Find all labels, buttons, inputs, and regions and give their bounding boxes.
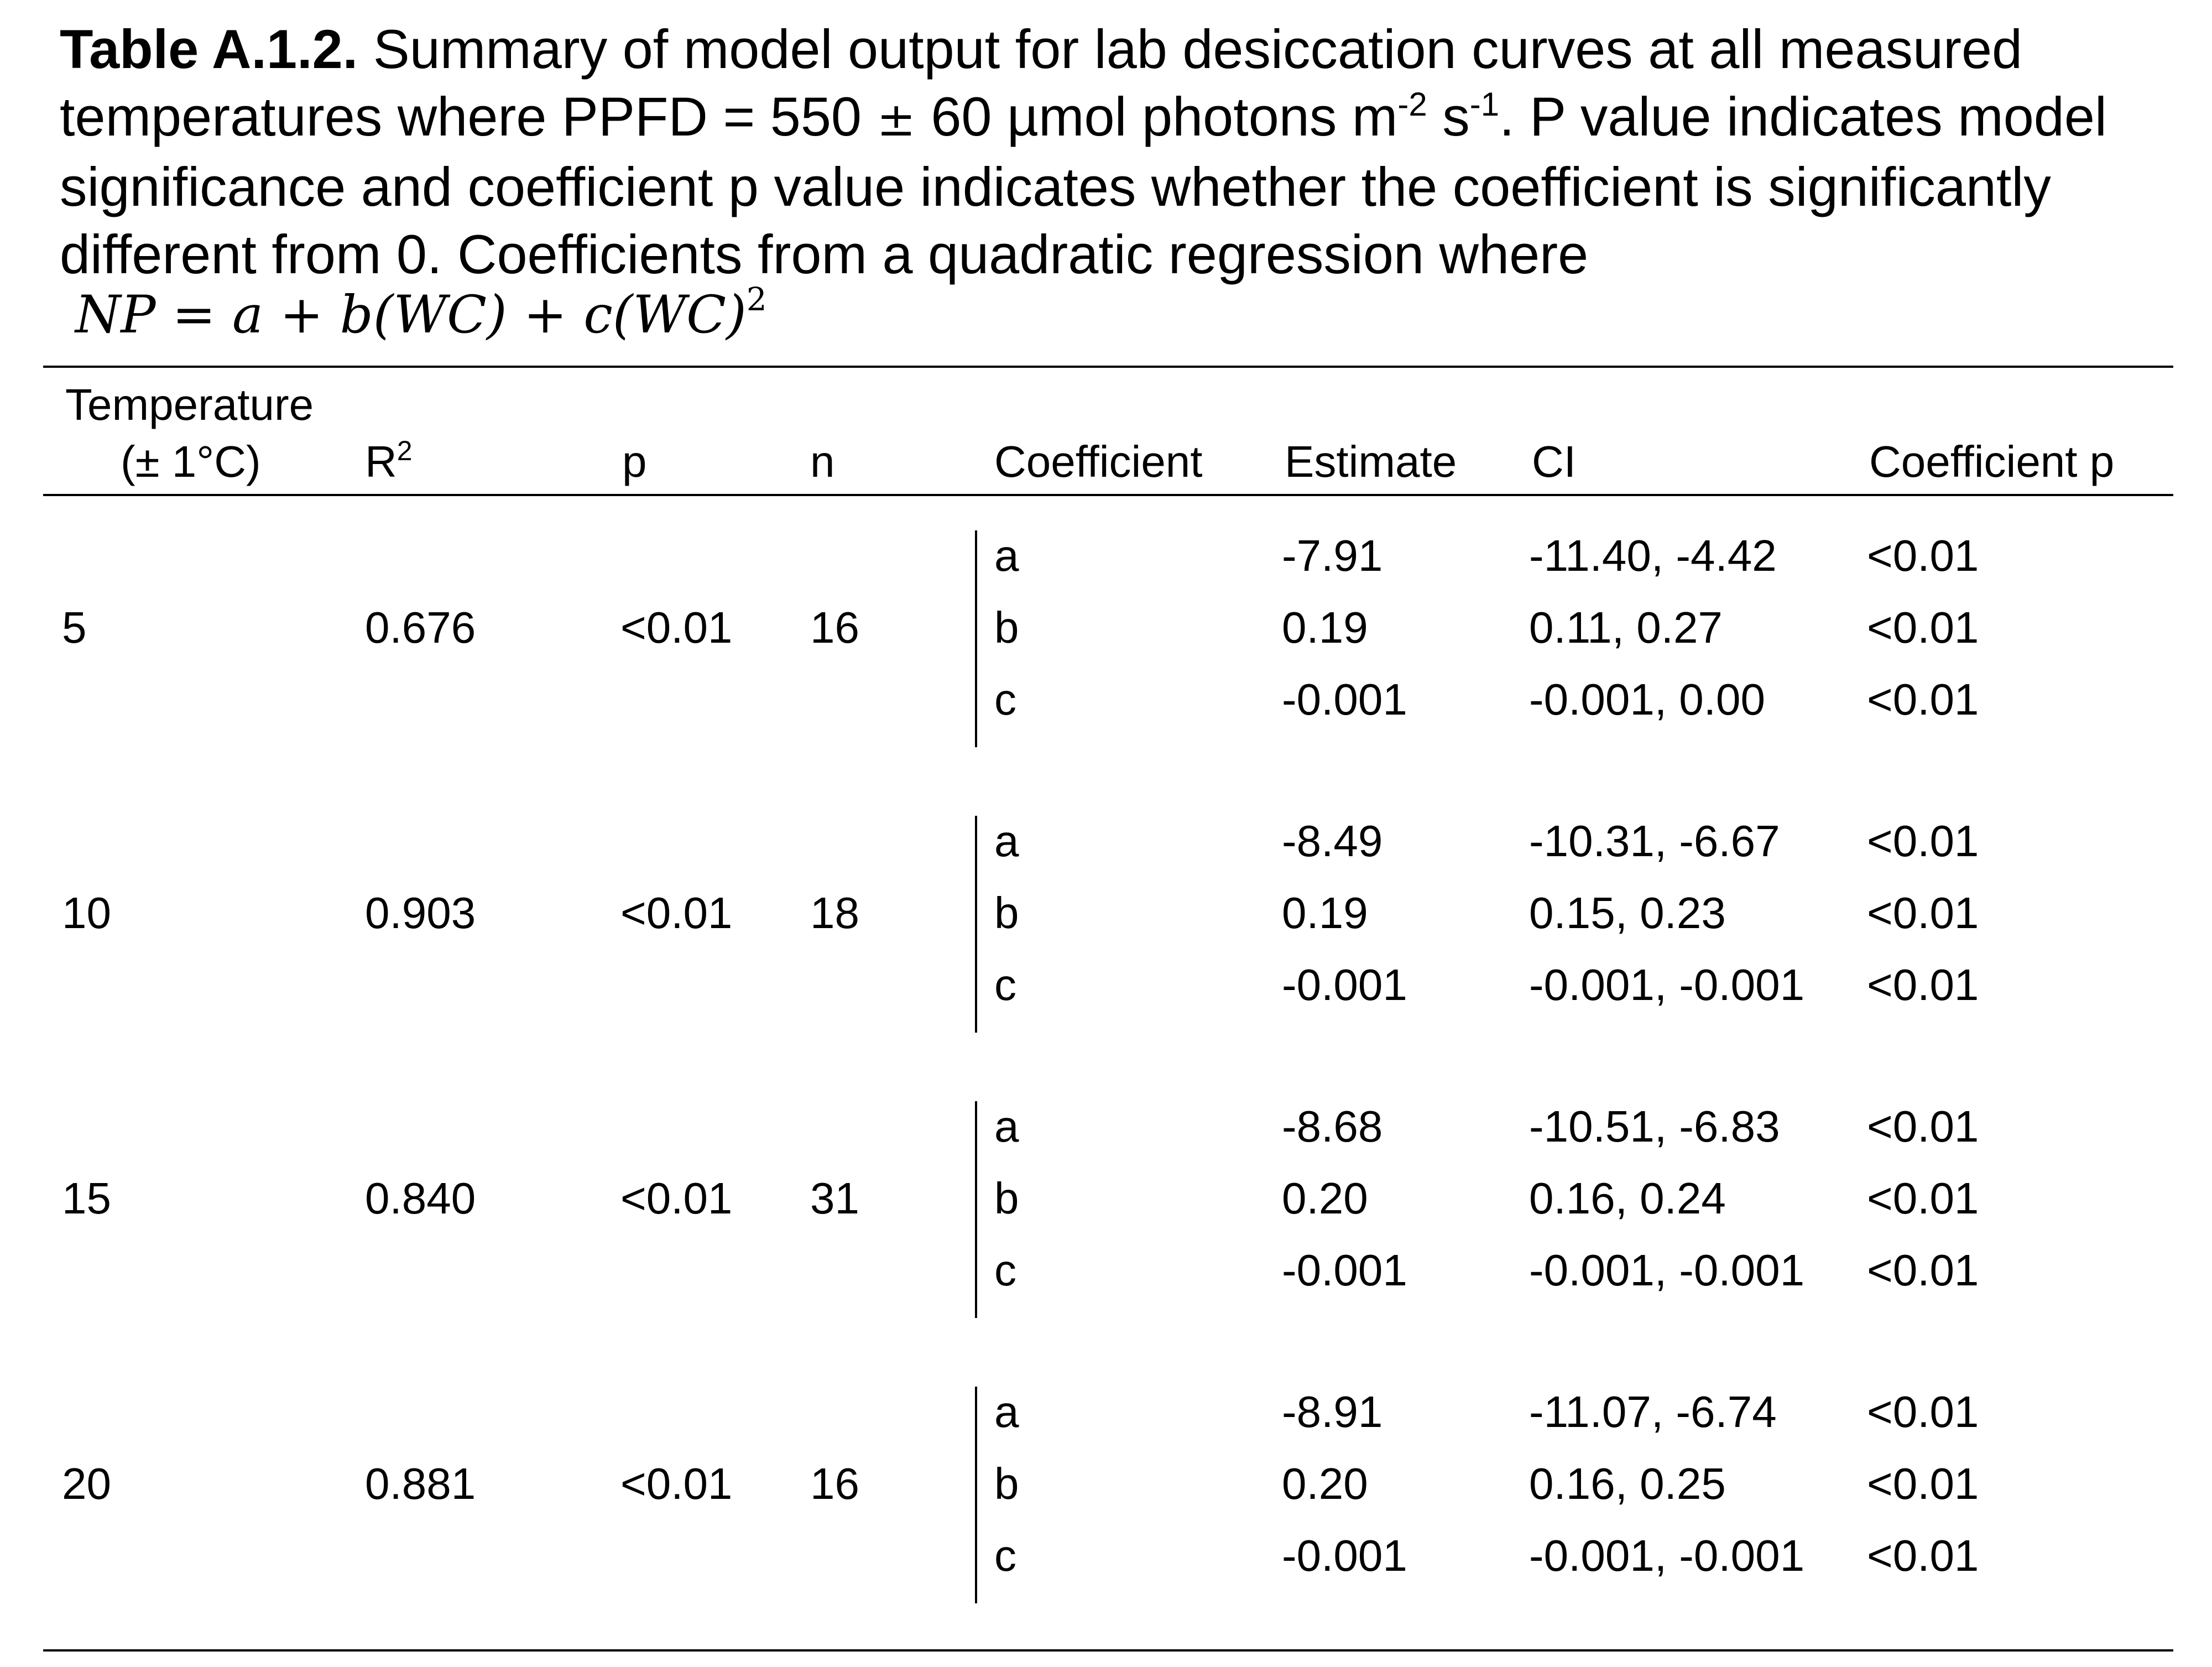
- equation-part: c: [583, 285, 613, 345]
- cell-estimate: -0.001: [1282, 675, 1407, 724]
- cell-coefficient-p: <0.01: [1867, 1531, 1979, 1580]
- caption-text: Summary of model output for lab desiccation curves at all measured temperatures where PPFD = 550: [60, 18, 2023, 147]
- cell-ci: 0.16, 0.25: [1529, 1459, 1726, 1508]
- cell-ci: -0.001, -0.001: [1529, 1531, 1805, 1580]
- cell-coefficient: b: [994, 603, 1019, 652]
- cell-estimate: 0.20: [1282, 1459, 1368, 1508]
- header-ci: CI: [1532, 437, 1576, 486]
- cell-estimate: -7.91: [1282, 531, 1383, 580]
- header-temperature: Temperature: [65, 380, 314, 429]
- table-caption: [60, 15, 2161, 288]
- cell-temperature: 20: [62, 1459, 111, 1508]
- cell-estimate: -0.001: [1282, 1531, 1407, 1580]
- cell-coefficient: b: [994, 1459, 1019, 1508]
- cell-coefficient-p: <0.01: [1867, 1102, 1979, 1151]
- cell-coefficient: b: [994, 1174, 1019, 1223]
- equation-part: NP: [75, 285, 156, 345]
- cell-estimate: -0.001: [1282, 1246, 1407, 1295]
- cell-coefficient-p: <0.01: [1867, 960, 1979, 1009]
- equation-part: (WC): [612, 285, 747, 345]
- equation-part: b: [340, 285, 373, 345]
- cell-coefficient: a: [994, 1102, 1019, 1151]
- cell-r2: 0.903: [365, 888, 476, 937]
- caption-text: s: [1427, 86, 1470, 147]
- cell-coefficient-p: <0.01: [1867, 603, 1979, 652]
- coefficient-divider: [975, 1101, 977, 1318]
- cell-temperature: 10: [62, 888, 111, 937]
- cell-ci: -10.51, -6.83: [1529, 1102, 1780, 1151]
- cell-r2: 0.881: [365, 1459, 476, 1508]
- plus-minus-symbol: ±: [877, 92, 916, 147]
- cell-coefficient-p: <0.01: [1867, 1174, 1979, 1223]
- cell-coefficient-p: <0.01: [1867, 816, 1979, 866]
- cell-r2: 0.676: [365, 603, 476, 652]
- cell-n: 31: [810, 1174, 859, 1223]
- cell-estimate: -8.68: [1282, 1102, 1383, 1151]
- cell-coefficient-p: <0.01: [1867, 1387, 1979, 1436]
- table-label: Table A.1.2.: [60, 18, 358, 80]
- coefficient-divider: [975, 1387, 977, 1603]
- cell-ci: -11.07, -6.74: [1529, 1387, 1777, 1436]
- cell-p: <0.01: [620, 1174, 733, 1223]
- cell-coefficient: c: [994, 1531, 1016, 1580]
- cell-n: 16: [810, 1459, 859, 1508]
- header-r2-base: R: [365, 437, 397, 486]
- cell-estimate: 0.19: [1282, 603, 1368, 652]
- equation-part: a: [232, 285, 264, 345]
- header-estimate: Estimate: [1285, 437, 1457, 486]
- cell-coefficient: c: [994, 675, 1016, 724]
- regression-equation: [75, 280, 767, 345]
- table-bottom-rule: [43, 1649, 2173, 1652]
- cell-estimate: -8.49: [1282, 816, 1383, 866]
- cell-p: <0.01: [620, 1459, 733, 1508]
- coefficient-divider: [975, 530, 977, 747]
- header-r2-sup: 2: [397, 435, 413, 466]
- header-temperature-unit: (± 1°C): [121, 437, 261, 486]
- cell-n: 18: [810, 888, 859, 937]
- header-coefficient-p: Coefficient p: [1869, 437, 2115, 486]
- equation-part: +: [507, 285, 584, 345]
- cell-coefficient-p: <0.01: [1867, 1459, 1979, 1508]
- header-coefficient: Coefficient: [994, 437, 1203, 486]
- cell-coefficient: a: [994, 531, 1019, 580]
- cell-n: 16: [810, 603, 859, 652]
- table-top-rule: [43, 366, 2173, 368]
- superscript: -2: [1397, 86, 1427, 123]
- cell-coefficient: c: [994, 1246, 1016, 1295]
- cell-temperature: 5: [62, 603, 87, 652]
- cell-coefficient: a: [994, 1387, 1019, 1436]
- equation-part: =: [155, 285, 233, 345]
- cell-coefficient: b: [994, 888, 1019, 937]
- cell-ci: 0.16, 0.24: [1529, 1174, 1726, 1223]
- header-r2: [365, 435, 413, 486]
- cell-estimate: 0.20: [1282, 1174, 1368, 1223]
- cell-estimate: 0.19: [1282, 888, 1368, 937]
- cell-coefficient: c: [994, 960, 1016, 1009]
- superscript: -1: [1469, 86, 1500, 123]
- cell-coefficient: a: [994, 816, 1019, 866]
- caption-text: . P value indicates model significance and coefficient p value indicates whether the coefficient is significantly different from 0. Coefficients from a quadratic regression where: [60, 86, 2107, 285]
- header-p: p: [622, 437, 647, 486]
- equation-part: (WC): [373, 285, 507, 345]
- cell-ci: -0.001, -0.001: [1529, 960, 1805, 1009]
- cell-ci: -0.001, 0.00: [1529, 675, 1765, 724]
- equation-exponent: 2: [746, 280, 767, 318]
- cell-estimate: -8.91: [1282, 1387, 1383, 1436]
- caption-text: 60 µmol photons m: [915, 86, 1398, 147]
- table-header-rule: [43, 494, 2173, 496]
- cell-r2: 0.840: [365, 1174, 476, 1223]
- cell-coefficient-p: <0.01: [1867, 531, 1979, 580]
- cell-estimate: -0.001: [1282, 960, 1407, 1009]
- cell-ci: -10.31, -6.67: [1529, 816, 1780, 866]
- cell-ci: 0.11, 0.27: [1529, 603, 1723, 652]
- cell-temperature: 15: [62, 1174, 111, 1223]
- cell-coefficient-p: <0.01: [1867, 675, 1979, 724]
- cell-ci: -0.001, -0.001: [1529, 1246, 1805, 1295]
- cell-ci: 0.15, 0.23: [1529, 888, 1726, 937]
- header-n: n: [810, 437, 835, 486]
- equation-part: +: [263, 285, 340, 345]
- cell-coefficient-p: <0.01: [1867, 1246, 1979, 1295]
- cell-p: <0.01: [620, 603, 733, 652]
- cell-coefficient-p: <0.01: [1867, 888, 1979, 937]
- cell-ci: -11.40, -4.42: [1529, 531, 1777, 580]
- coefficient-divider: [975, 816, 977, 1033]
- cell-p: <0.01: [620, 888, 733, 937]
